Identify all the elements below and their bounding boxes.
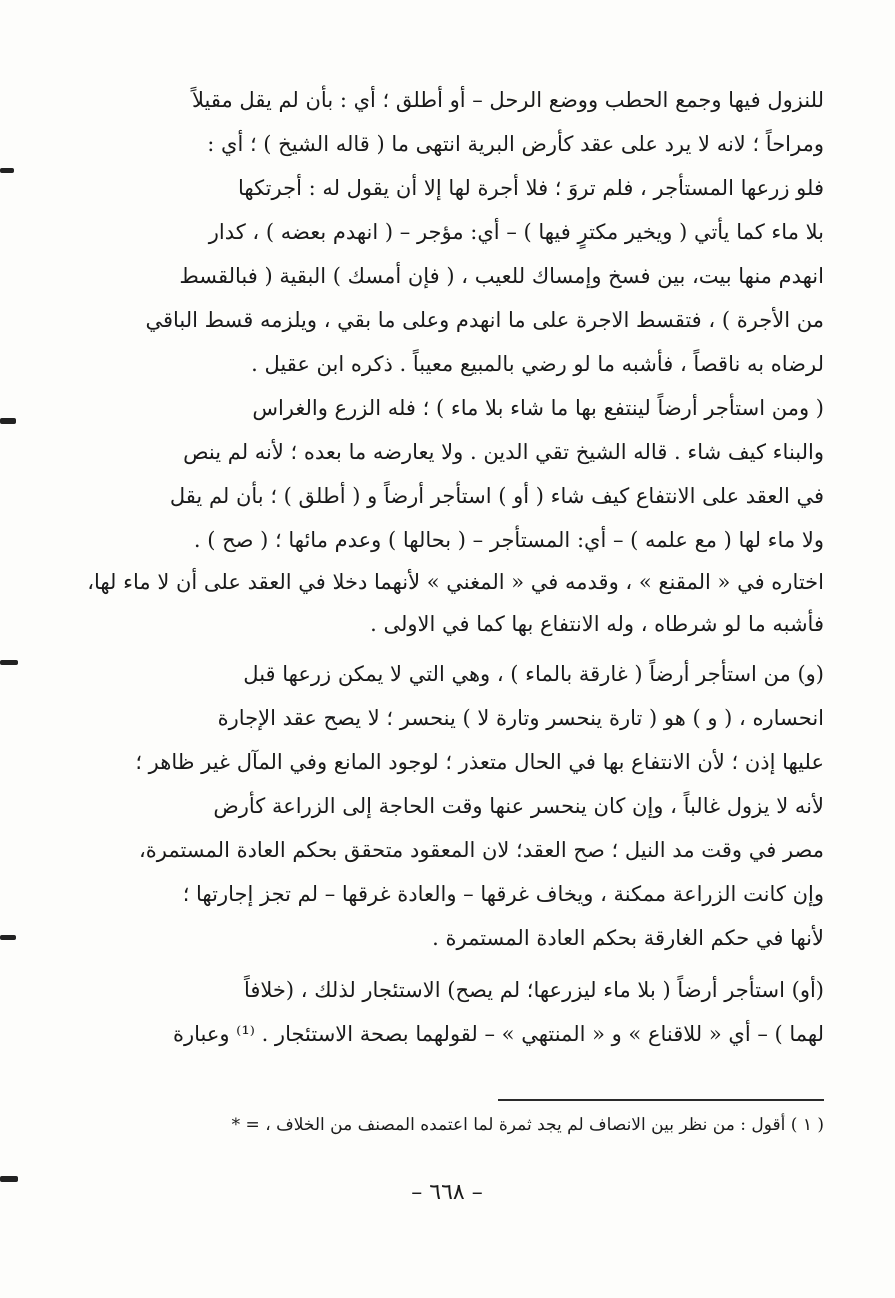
text-line: ( ومن استأجر أرضاً لينتفع بها ما شاء بلا ماء ) ؛ فله الزرع والغراس: [252, 396, 824, 420]
text-line: للنزول فيها وجمع الحطب ووضع الرحل – أو أطلق ؛ أي : بأن لم يقل مقيلاً: [192, 88, 824, 112]
text-line: ومراحاً ؛ لانه لا يرد على عقد كأرض البرية انتهى ما ( قاله الشيخ ) ؛ أي :: [207, 132, 824, 156]
text-line: لرضاه به ناقصاً ، فأشبه ما لو رضي بالمبيع معيباً . ذكره ابن عقيل .: [251, 352, 824, 376]
scan-mark-left-5: [0, 1176, 18, 1182]
footnote: ( ١ ) أقول : من نظر بين الانصاف لم يجد ثمرة لما اعتمده المصنف من الخلاف ، = *: [231, 1115, 824, 1135]
page-number: – ٦٦٨ –: [411, 1180, 483, 1205]
text-line: فلو زرعها المستأجر ، فلم تروَ ؛ فلا أجرة لها إلا أن يقول له : أجرتكها: [237, 176, 824, 200]
main-text: [72, 80, 824, 1080]
text-line: ولا ماء لها ( مع علمه ) – أي: المستأجر – ( بحالها ) وعدم مائها ؛ ( صح ) .: [193, 528, 824, 552]
text-line: (أو) استأجر أرضاً ( بلا ماء ليزرعها؛ لم يصح) الاستئجار لذلك ، (خلافاً: [243, 978, 824, 1002]
text-line: مصر في وقت مد النيل ؛ صح العقد؛ لان المعقود متحقق بحكم العادة المستمرة،: [138, 838, 824, 862]
text-line: والبناء كيف شاء . قاله الشيخ تقي الدين . ولا يعارضه ما بعده ؛ لأنه لم ينص: [183, 440, 824, 464]
text-line: انحساره ، ( و ) هو ( تارة ينحسر وتارة لا ) ينحسر ؛ لا يصح عقد الإجارة: [217, 706, 824, 730]
scan-mark-left-3: [0, 660, 18, 665]
text-line: لهما ) – أي « للاقناع » و « المنتهي » – لقولهما بصحة الاستئجار . ⁽¹⁾ وعبارة: [172, 1022, 824, 1046]
text-line: في العقد على الانتفاع كيف شاء ( أو ) استأجر أرضاً و ( أطلق ) ؛ بأن لم يقل: [169, 484, 824, 508]
text-line: لأنه لا يزول غالباً ، وإن كان ينحسر عنها وقت الحاجة إلى الزراعة كأرض: [213, 794, 824, 818]
text-line: (و) من استأجر أرضاً ( غارقة بالماء ) ، وهي التي لا يمكن زرعها قبل: [243, 662, 824, 686]
scan-mark-left-4: [0, 935, 16, 940]
text-line: وإن كانت الزراعة ممكنة ، ويخاف غرقها – والعادة غرقها – لم تجز إجارتها ؛: [182, 882, 824, 906]
text-line: انهدم منها بيت، بين فسخ وإمساك للعيب ، ( فإن أمسك ) البقية ( فبالقسط: [179, 264, 824, 288]
text-line: اختاره في « المقنع » ، وقدمه في « المغني » لأنهما دخلا في العقد على أن لا ماء لها،: [87, 570, 824, 594]
text-line: عليها إذن ؛ لأن الانتفاع بها في الحال متعذر ؛ لوجود المانع وفي المآل غير ظاهر ؛: [135, 750, 824, 774]
text-line: لأنها في حكم الغارقة بحكم العادة المستمرة .: [432, 926, 824, 950]
scan-mark-left-2: [0, 418, 16, 424]
scan-mark-left-1: [0, 168, 14, 173]
footnote-separator: [498, 1099, 824, 1101]
text-line: فأشبه ما لو شرطاه ، وله الانتفاع بها كما في الاولى .: [370, 612, 824, 636]
text-line: بلا ماء كما يأتي ( ويخير مكترٍ فيها ) – أي: مؤجر – ( انهدم بعضه ) ، كدار: [208, 220, 824, 244]
text-line: من الأجرة ) ، فتقسط الاجرة على ما انهدم وعلى ما بقي ، ويلزمه قسط الباقي: [145, 308, 824, 332]
